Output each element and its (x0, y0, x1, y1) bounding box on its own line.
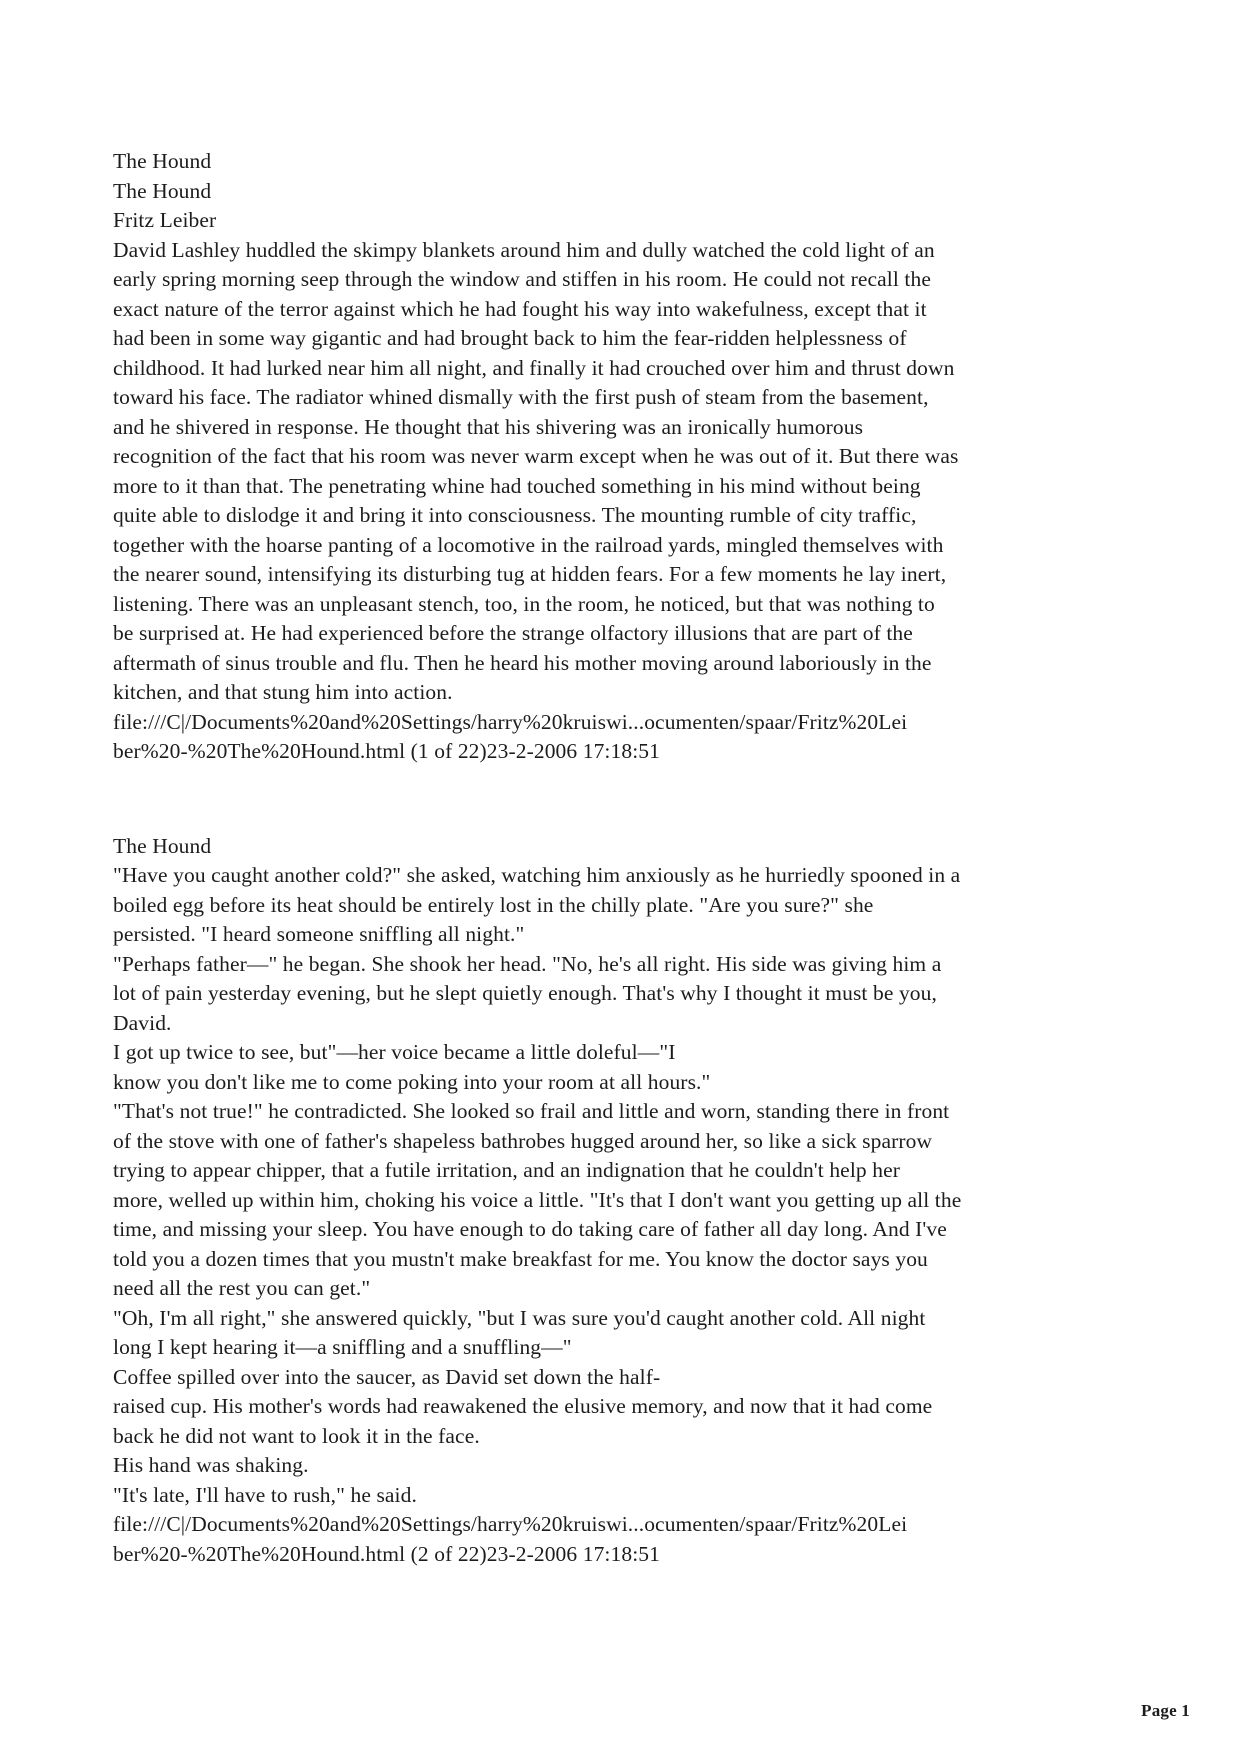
page-number-label: Page 1 (1141, 1701, 1190, 1720)
body-text-line: "It's late, I'll have to rush," he said. (113, 1482, 417, 1507)
body-text-line: "Oh, I'm all right," she answered quickly, "but I was sure you'd caught another cold. All night (113, 1305, 926, 1330)
body-text-line: "Have you caught another cold?" she asked, watching him anxiously as he hurriedly spooned in a (113, 863, 961, 887)
body-text-line: know you don't like me to come poking into your room at all hours." (113, 1069, 711, 1094)
body-text-line: boiled egg before its heat should be entirely lost in the chilly plate. "Are you sure?" she (113, 892, 874, 917)
body-text-line: kitchen, and that stung him into action. (113, 680, 453, 704)
text-section-page-1-of-22 (113, 147, 1023, 767)
body-text-line: "Perhaps father—" he began. She shook her head. "No, he's all right. His side was giving him a (113, 951, 942, 976)
heading-line: Fritz Leiber (113, 208, 217, 232)
body-text-line: be surprised at. He had experienced before the strange olfactory illusions that are part of the (113, 621, 913, 645)
heading-line: The Hound (113, 833, 212, 858)
body-text-line: together with the hoarse panting of a locomotive in the railroad yards, mingled themselves with (113, 532, 944, 557)
section-heading-lines (113, 832, 1023, 862)
body-text-line: persisted. "I heard someone sniffling all night." (113, 922, 525, 946)
body-text-line: "That's not true!" he contradicted. She looked so frail and little and worn, standing there in front (113, 1099, 950, 1123)
file-path-line: file:///C|/Documents%20and%20Settings/harry%20kruiswi...ocumenten/spaar/Fritz%20Lei (113, 709, 908, 734)
page-text-content (113, 147, 1023, 1634)
section-footer-lines (113, 708, 1023, 767)
body-text-line: more to it than that. The penetrating whine had touched something in his mind without being (113, 473, 921, 498)
section-footer-lines (113, 1510, 1023, 1569)
body-text-line: His hand was shaking. (113, 1453, 309, 1477)
body-text-line: lot of pain yesterday evening, but he slept quietly enough. That's why I thought it must be you, (113, 981, 937, 1005)
section-body-lines (113, 861, 1023, 1510)
body-text-line: Coffee spilled over into the saucer, as David set down the half- (113, 1364, 661, 1389)
heading-line: The Hound (113, 149, 212, 173)
body-text-line: back he did not want to look it in the face. (113, 1423, 480, 1448)
body-text-line: long I kept hearing it—a sniffling and a snuffling—" (113, 1335, 572, 1359)
body-text-line: David Lashley huddled the skimpy blankets around him and dully watched the cold light of an (113, 237, 935, 262)
body-text-line: of the stove with one of father's shapeless bathrobes hugged around her, so like a sick sparrow (113, 1128, 933, 1153)
section-heading-lines (113, 147, 1023, 236)
body-text-line: raised cup. His mother's words had reawakened the elusive memory, and now that it had come (113, 1394, 933, 1418)
body-text-line: early spring morning seep through the window and stiffen in his room. He could not recall the (113, 267, 931, 291)
body-text-line: toward his face. The radiator whined dismally with the first push of steam from the basement, (113, 385, 929, 409)
body-text-line: aftermath of sinus trouble and flu. Then he heard his mother moving around laboriously in the (113, 650, 932, 675)
file-path-line: ber%20-%20The%20Hound.html (1 of 22)23-2-2006 17:18:51 (113, 739, 660, 763)
body-text-line: more, welled up within him, choking his voice a little. "It's that I don't want you getting up all the (113, 1187, 962, 1212)
body-text-line: exact nature of the terror against which he had fought his way into wakefulness, except that it (113, 296, 927, 321)
body-text-line: David. (113, 1010, 172, 1035)
body-text-line: had been in some way gigantic and had brought back to him the fear-ridden helplessness of (113, 326, 907, 350)
body-text-line: quite able to dislodge it and bring it into consciousness. The mounting rumble of city traffic, (113, 503, 917, 527)
body-text-line: trying to appear chipper, that a futile irritation, and an indignation that he couldn't help her (113, 1158, 900, 1182)
body-text-line: time, and missing your sleep. You have enough to do taking care of father all day long. And I've (113, 1217, 947, 1241)
body-text-line: told you a dozen times that you mustn't make breakfast for me. You know the doctor says you (113, 1246, 928, 1271)
body-text-line: listening. There was an unpleasant stench, too, in the room, he noticed, but that was nothing to (113, 591, 935, 616)
heading-line: The Hound (113, 178, 212, 203)
body-text-line: recognition of the fact that his room was never warm except when he was out of it. But there was (113, 444, 959, 468)
body-text-line: I got up twice to see, but"—her voice became a little doleful—"I (113, 1040, 676, 1064)
body-text-line: and he shivered in response. He thought that his shivering was an ironically humorous (113, 414, 864, 439)
file-path-line: ber%20-%20The%20Hound.html (2 of 22)23-2-2006 17:18:51 (113, 1541, 660, 1566)
body-text-line: need all the rest you can get." (113, 1276, 371, 1300)
text-section-page-2-of-22 (113, 832, 1023, 1570)
file-path-line: file:///C|/Documents%20and%20Settings/harry%20kruiswi...ocumenten/spaar/Fritz%20Lei (113, 1512, 908, 1536)
body-text-line: childhood. It had lurked near him all night, and finally it had crouched over him and thrust down (113, 355, 955, 380)
body-text-line: the nearer sound, intensifying its disturbing tug at hidden fears. For a few moments he lay inert, (113, 562, 947, 586)
section-body-lines (113, 236, 1023, 708)
